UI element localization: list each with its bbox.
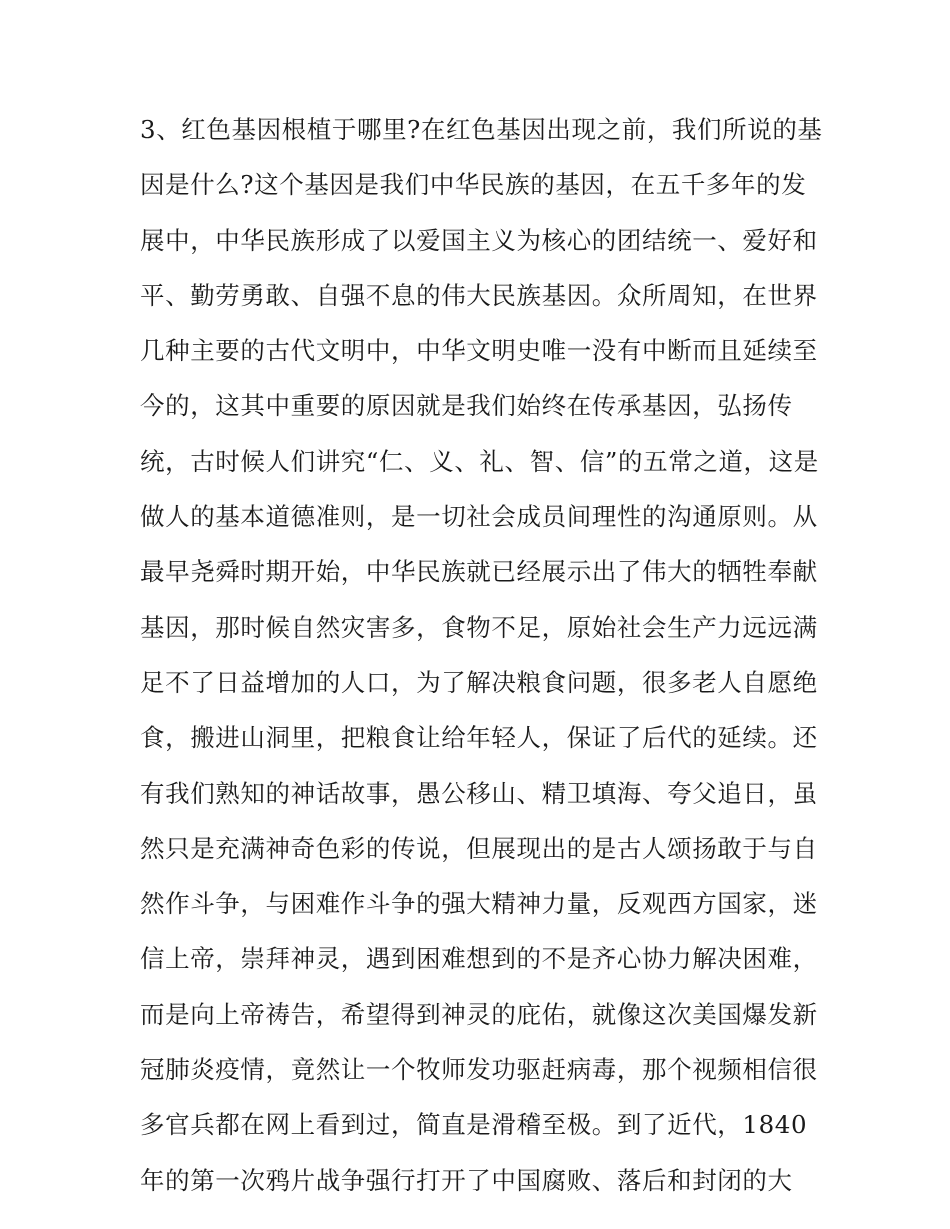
text-line: 而是向上帝祷告，希望得到神灵的庇佑，就像这次美国爆发新: [140, 999, 818, 1029]
text-line: 信上帝，崇拜神灵，遇到困难想到的不是齐心协力解决困难，: [140, 944, 818, 974]
text-line: 今的，这其中重要的原因就是我们始终在传承基因，弘扬传: [140, 391, 793, 421]
text-line: 最早尧舜时期开始，中华民族就已经展示出了伟大的牺牲奉献: [140, 557, 818, 587]
text-line: 基因，那时候自然灾害多，食物不足，原始社会生产力远远满: [140, 612, 818, 642]
text-line: 几种主要的古代文明中，中华文明史唯一没有中断而且延续至: [140, 336, 818, 366]
text-line: 年的第一次鸦片战争强行打开了中国腐败、落后和封闭的大: [140, 1165, 793, 1195]
text-line: 足不了日益增加的人口，为了解决粮食问题，很多老人自愿绝: [140, 667, 818, 697]
text-line: 3、红色基因根植于哪里?在红色基因出现之前，我们所说的基: [140, 115, 823, 144]
text-line: 多官兵都在网上看到过，简直是滑稽至极。到了近代，1840: [140, 1110, 808, 1140]
text-line: 因是什么?这个基因是我们中华民族的基因，在五千多年的发: [140, 170, 807, 200]
text-line: 冠肺炎疫情，竟然让一个牧师发功驱赶病毒，那个视频相信很: [140, 1055, 818, 1085]
body-paragraph: [140, 108, 823, 1214]
text-line: 食，搬进山洞里，把粮食让给年轻人，保证了后代的延续。还: [140, 723, 818, 753]
text-line: 做人的基本道德准则，是一切社会成员间理性的沟通原则。从: [140, 502, 818, 532]
text-line: 然作斗争，与困难作斗争的强大精神力量，反观西方国家，迷: [140, 889, 818, 919]
text-line: 展中，中华民族形成了以爱国主义为核心的团结统一、爱好和: [140, 225, 818, 255]
text-line: 统，古时候人们讲究“仁、义、礼、智、信”的五常之道，这是: [140, 446, 819, 476]
text-line: 平、勤劳勇敢、自强不息的伟大民族基因。众所周知，在世界: [140, 280, 818, 310]
text-line: 然只是充满神奇色彩的传说，但展现出的是古人颂扬敢于与自: [140, 833, 818, 863]
text-line: 有我们熟知的神话故事，愚公移山、精卫填海、夸父追日，虽: [140, 778, 818, 808]
